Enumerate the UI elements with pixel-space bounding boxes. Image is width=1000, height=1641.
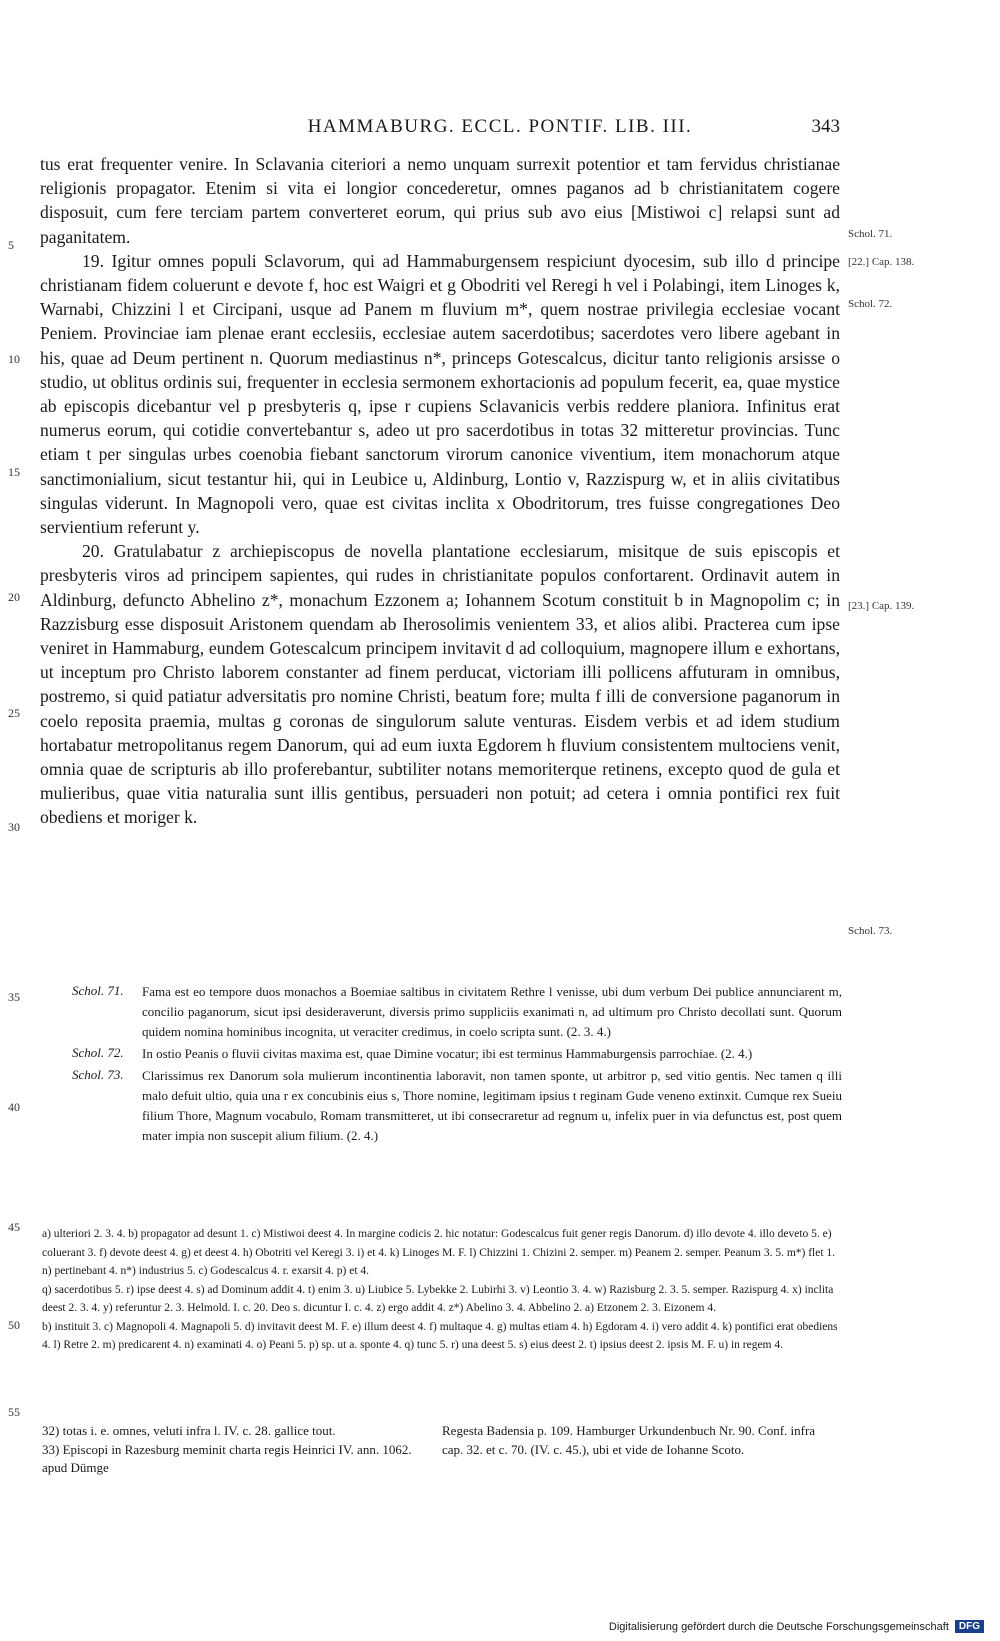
running-head: HAMMABURG. ECCL. PONTIF. LIB. III. xyxy=(307,116,693,137)
margin-note: Schol. 71. xyxy=(848,228,893,240)
scholion-label: Schol. 71. xyxy=(72,983,124,998)
footer-credit: Digitalisierung gefördert durch die Deutsche Forschungsgemeinschaft xyxy=(608,1620,949,1633)
reference-note: Regesta Badensia p. 109. Hamburger Urkundenbuch Nr. 90. Conf. infra cap. 32. et c. 70. (IV. c. 45.), ubi et vide de Iohanne Scoto. xyxy=(442,1423,816,1457)
scholion xyxy=(72,1044,842,1064)
reference-note: 32) totas i. e. omnes, veluti infra l. IV. c. 28. gallice tout. xyxy=(42,1423,336,1438)
digitization-footer xyxy=(609,1620,984,1633)
line-number: 40 xyxy=(8,1100,20,1114)
line-number: 20 xyxy=(8,590,20,604)
line-number: 15 xyxy=(8,465,20,479)
line-number: 35 xyxy=(8,990,20,1004)
reference-note: 33) Episcopi in Razesburg meminit charta regis Heinrici IV. ann. 1062. apud Dümge xyxy=(42,1441,412,1475)
apparatus-block: a) ulteriori 2. 3. 4. b) propagator ad desunt 1. c) Mistiwoi deest 4. In margine codicis 2. hic notatur: Godescalcus fuit gener regis Danorum. d) illo devote 4. illo deveto 5. e) coluerant 3. f) devote deest 4. g) et deest 4. h) Obotriti vel Keregi 3. i) et 4. k) Linoges M. F. l) Chizzini 1. Chizini 2. semper. m) Peanem 2. semper. Peanum 3. 5. m*) flet 1. n) pertinebant 4. n*) industrius 5. c) Godescalcus 4. r. exarsit 4. p) et 4. xyxy=(42,1228,836,1277)
page-header xyxy=(0,116,1000,140)
margin-note: Schol. 72. xyxy=(848,298,893,310)
main-text xyxy=(40,152,840,830)
line-number: 25 xyxy=(8,706,20,720)
reference-column-left xyxy=(42,1422,442,1478)
page-number: 343 xyxy=(811,116,840,137)
line-number: 30 xyxy=(8,820,20,834)
scholion-text: Fama est eo tempore duos monachos a Boemiae saltibus in civitatem Rethre l venisse, ubi dum verbum Dei publice annunciarent m, concilio paganorum, sicut ipsi desideraverunt, diversis primo suppliciis exanimati n, ad ultimum pro Christo decollati sunt. Quorum quidem nomina hominibus incognita, ut veraciter credimus, in coelo scripta sunt. (2. 3. 4.) xyxy=(142,984,842,1039)
scholia-section xyxy=(72,982,842,1148)
margin-note: Schol. 73. xyxy=(848,925,893,937)
scholion xyxy=(72,1066,842,1146)
line-number: 5 xyxy=(8,238,14,252)
scholion-label: Schol. 72. xyxy=(72,1045,124,1060)
line-number: 50 xyxy=(8,1318,20,1332)
reference-notes xyxy=(42,1422,842,1478)
scholion-label: Schol. 73. xyxy=(72,1067,124,1082)
apparatus-block: q) sacerdotibus 5. r) ipse deest 4. s) ad Dominum addit 4. t) enim 3. u) Liubice 5. Lybekke 2. Lubirhi 3. v) Leontio 3. 4. w) Razisburg 2. 3. 5. semper. Razispurg 4. x) inclita deest 2. 3. 4. y) referuntur 2. 3. Helmold. I. c. 20. Deo s. dicuntur I. c. 4. z) ergo addit 4. z*) Abelino 3. 4. Abbelino 2. a) Etzonem 2. 3. Eizonem 4. xyxy=(42,1283,834,1314)
scholion xyxy=(72,982,842,1042)
paragraph: 20. Gratulabatur z archiepiscopus de novella plantatione ecclesiarum, misitque de suis episcopis et presbyteris viros ad principem sapientes, qui rudes in christianitate populos confortarent. Ordinavit autem in Aldinburg, defuncto Abhelino z*, monachum Ezzonem a; Iohannem Scotum constituit b in Magnopolim c; in Razzisburg esse disposuit Aristonem quendam ab Iherosolimis venientem 33, et alios alibi. Practerea cum ipse veniret in Hammaburg, eundem Gotescalcum principem invitavit d ad colloquium, magnopere illum e exhortans, ut inceptum pro Christo laborem constanter ad finem perducat, victoriam illi pollicens affuturam in omnibus, postremo, si quid patiatur adversitatis pro nomine Christi, beatum fore; multa f illi de conversione paganorum in coelo reposita praemia, multas g coronas de singulorum salute venturas. Eisdem verbis et ad idem studium hortabatur metropolitanus regem Danorum, qui ad eum iuxta Egdorem h fluvium consistentem multociens venit, omnia quae de scripturis ab illo proferebantur, subtiliter notans memoriterque retinens, excepto quod de gula et mulieribus, quae vitia naturalia sunt illis gentibus, persuaderi non potuit; ad cetera i omnia pontifici rex fuit obediens et moriger k. xyxy=(40,541,840,828)
paragraph: tus erat frequenter venire. In Sclavania citeriori a nemo unquam surrexit potentior et tam fervidus christianae religionis propagator. Etenim si vita ei longior concederetur, omnes paganos ad b christianitatem cogere disposuit, cum fere terciam partem converteret eorum, qui prius sub avo eius [Mistiwoi c] relapsi sunt ad paganitatem. xyxy=(40,154,840,247)
apparatus-block: b) instituit 3. c) Magnopoli 4. Magnapoli 5. d) invitavit deest M. F. e) illum deest 4. f) multaque 4. g) multas etiam 4. h) Egdoram 4. i) vero addit 4. k) pontifici erat obediens 4. l) Retre 2. m) predicarent 4. n) examinati 4. o) Peani 5. p) sp. ut a. sponte 4. q) tunc 5. r) una deest 5. s) eius deest 2. t) ipsius deest 2. ipsis M. F. u) in regem 4. xyxy=(42,1320,838,1351)
reference-column-right xyxy=(442,1422,842,1478)
paragraph: 19. Igitur omnes populi Sclavorum, qui ad Hammaburgensem respiciunt dyocesim, sub illo d principe christianam fidem coluerunt e devote f, hoc est Waigri et g Obodriti vel Reregi h vel i Polabingi, item Linoges k, Warnabi, Chizzini l et Circipani, usque ad Panem m fluvium m*, quem nostrae privilegia ecclesiae vocant Peniem. Provinciae iam plenae erant ecclesiis, ecclesiae autem sacerdotibus; sacerdotes vero libere agebant in his, quae ad Deum pertinent n. Quorum mediastinus n*, princeps Gotescalcus, dicitur tanto religionis arsisse o studio, ut oblitus ordinis sui, frequenter in ecclesia sermonem exhortacionis ad populum fecerit, ea, quae mystice ab episcopis dicebantur vel p presbyteris q, ipse r cupiens Sclavanicis verbis reddere planiora. Infinitus erat numerus eorum, qui cotidie convertebantur s, adeo ut pro sacerdotibus in totas 32 mitteretur provincias. Tunc etiam t per singulas urbes coenobia fiebant sanctorum virorum canonice viventium, item monachorum atque sanctimonialium, sicut testantur hii, qui in Leubice u, Aldinburg, Lontio v, Razzispurg w, et in aliis civitatibus singulas viderunt. In Magnopoli vero, quae est civitas inclita x Obodritorum, tres fuisse congregationes Deo servientium referunt y. xyxy=(40,250,840,538)
dfg-logo: DFG xyxy=(955,1620,984,1633)
line-number: 45 xyxy=(8,1220,20,1234)
margin-note: [22.] Cap. 138. xyxy=(848,256,915,268)
line-number: 55 xyxy=(8,1405,20,1419)
line-number: 10 xyxy=(8,352,20,366)
critical-apparatus xyxy=(42,1225,842,1355)
scholion-text: Clarissimus rex Danorum sola mulierum incontinentia laboravit, non tamen sponte, ut arbitror p, sed vitio gentis. Nec tamen q illi malo defuit ultio, quia una r ex concubinis eius s, Thore nomine, legitimam ipsius t reginam Gude veneno extinxit. Cumque rex Sueiu filium Thore, Magnum vocabulo, Romam transmitteret, ut ibi consecraretur ad regnum u, infelix puer in via defunctus est, post quem mater impia non suscepit alium filium. (2. 4.) xyxy=(142,1068,842,1143)
scholion-text: In ostio Peanis o fluvii civitas maxima est, quae Dimine vocatur; ibi est terminus Hammaburgensis parrochiae. (2. 4.) xyxy=(142,1046,753,1061)
margin-note: [23.] Cap. 139. xyxy=(848,600,915,612)
